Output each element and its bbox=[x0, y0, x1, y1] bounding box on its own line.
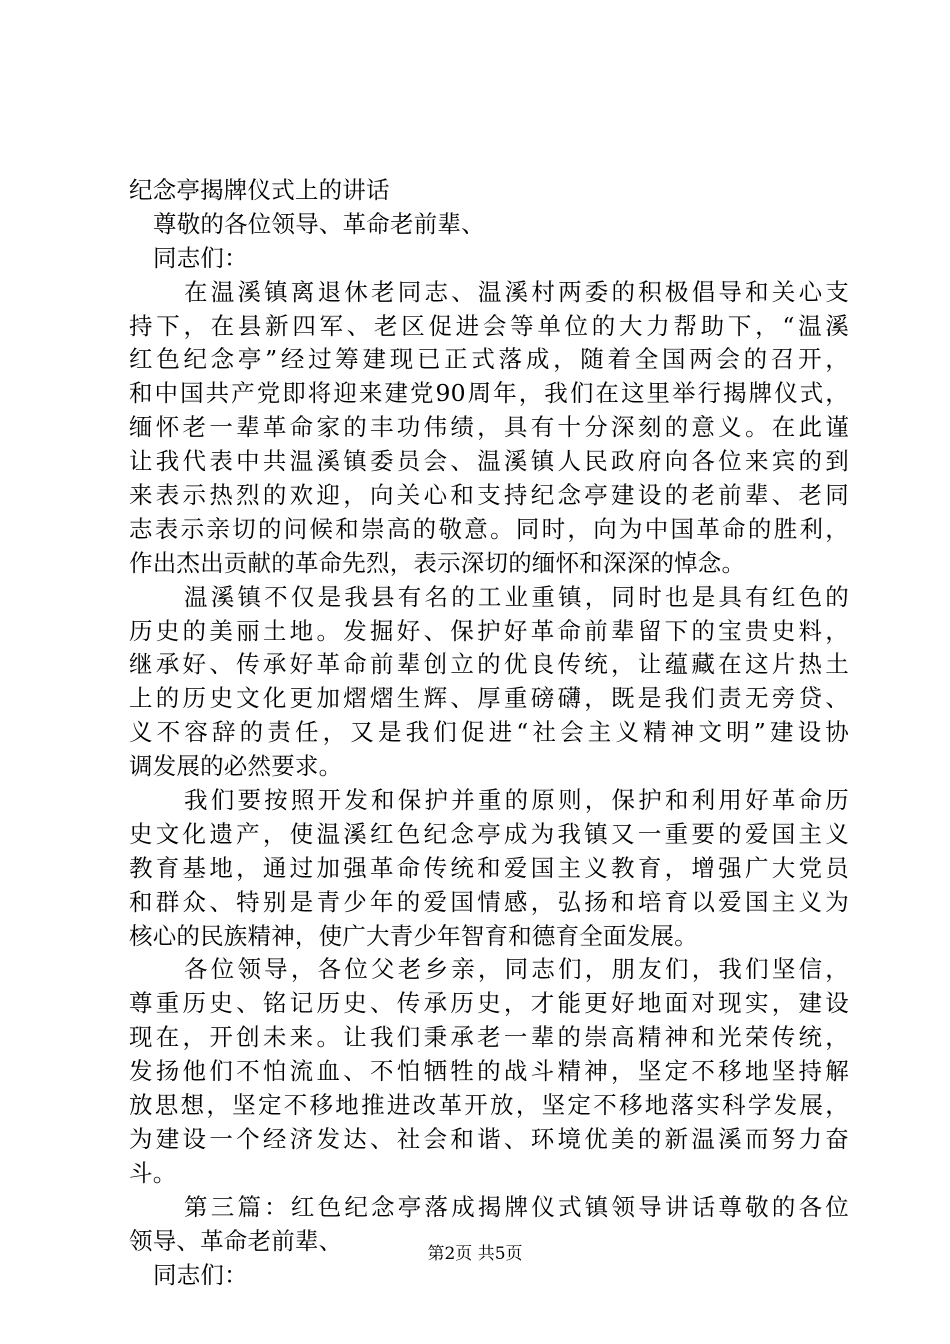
paragraph-line: 尊重历史、铭记历史、传承历史，才能更好地面对现实，建设 bbox=[129, 989, 849, 1018]
paragraph-line: 缅怀老一辈革命家的丰功伟绩，具有十分深刻的意义。在此谨 bbox=[129, 413, 849, 442]
paragraph-line: 斗。 bbox=[129, 1158, 177, 1187]
paragraph-line: 和群众、特别是青少年的爱国情感，弘扬和培育以爱国主义为 bbox=[129, 887, 849, 916]
paragraph-line: 志表示亲切的问候和崇高的敬意。同时，向为中国革命的胜利， bbox=[129, 514, 849, 543]
document-body bbox=[129, 174, 849, 1292]
paragraph-3 bbox=[129, 784, 849, 953]
paragraph-line: 发扬他们不怕流血、不怕牺牲的战斗精神，坚定不移地坚持解 bbox=[129, 1057, 849, 1086]
paragraph-line: 各位领导，各位父老乡亲，同志们，朋友们，我们坚信， bbox=[184, 955, 849, 984]
paragraph-line: 继承好、传承好革命前辈创立的优良传统，让蕴藏在这片热土 bbox=[129, 650, 849, 679]
paragraph-line: 在温溪镇离退休老同志、温溪村两委的积极倡导和关心支 bbox=[184, 277, 849, 306]
salutation-line-2: 同志们： bbox=[153, 243, 248, 272]
paragraph-line: 我们要按照开发和保护并重的原则，保护和利用好革命历 bbox=[184, 786, 849, 815]
paragraph-line: 第三篇：红色纪念亭落成揭牌仪式镇领导讲话尊敬的各位 bbox=[184, 1192, 849, 1221]
paragraph-line: 调发展的必然要求。 bbox=[129, 752, 343, 781]
paragraph-4 bbox=[129, 953, 849, 1190]
paragraph-2 bbox=[129, 581, 849, 784]
page-number-label: 第2页 共5页 bbox=[427, 1244, 523, 1264]
closing-salutation-line: 同志们： bbox=[153, 1260, 248, 1289]
paragraph-line: 来表示热烈的欢迎，向关心和支持纪念亭建设的老前辈、老同 bbox=[129, 481, 849, 510]
paragraph-line: 让我代表中共温溪镇委员会、温溪镇人民政府向各位来宾的到 bbox=[129, 447, 849, 476]
paragraph-line: 红色纪念亭”经过筹建现已正式落成，随着全国两会的召开， bbox=[129, 345, 849, 374]
page-footer bbox=[0, 1244, 950, 1264]
paragraph-line: 放思想，坚定不移地推进改革开放，坚定不移地落实科学发展， bbox=[129, 1091, 849, 1120]
salutation-line-1: 尊敬的各位领导、革命老前辈、 bbox=[153, 209, 485, 238]
paragraph-line: 现在，开创未来。让我们秉承老一辈的崇高精神和光荣传统， bbox=[129, 1023, 849, 1052]
paragraph-1 bbox=[129, 276, 849, 581]
paragraph-line: 核心的民族精神，使广大青少年智育和德育全面发展。 bbox=[129, 921, 698, 950]
document-title-line: 纪念亭揭牌仪式上的讲话 bbox=[129, 176, 390, 204]
paragraph-line: 温溪镇不仅是我县有名的工业重镇，同时也是具有红色的 bbox=[184, 582, 849, 611]
paragraph-line: 历史的美丽土地。发掘好、保护好革命前辈留下的宝贵史料， bbox=[129, 616, 849, 645]
paragraph-line: 上的历史文化更加熠熠生辉、厚重磅礴，既是我们责无旁贷、 bbox=[129, 684, 849, 713]
paragraph-line: 史文化遗产，使温溪红色纪念亭成为我镇又一重要的爱国主义 bbox=[129, 819, 849, 848]
paragraph-line: 领导、革命老前辈、 bbox=[129, 1226, 343, 1255]
paragraph-line: 义不容辞的责任，又是我们促进“社会主义精神文明”建设协 bbox=[129, 718, 849, 747]
paragraph-line: 教育基地，通过加强革命传统和爱国主义教育，增强广大党员 bbox=[129, 853, 849, 882]
paragraph-line: 持下，在县新四军、老区促进会等单位的大力帮助下，“温溪 bbox=[129, 311, 849, 340]
paragraph-line: 作出杰出贡献的革命先烈，表示深切的缅怀和深深的悼念。 bbox=[129, 548, 746, 577]
paragraph-line: 和中国共产党即将迎来建党90周年，我们在这里举行揭牌仪式， bbox=[129, 379, 849, 408]
paragraph-line: 为建设一个经济发达、社会和谐、环境优美的新温溪而努力奋 bbox=[129, 1124, 849, 1153]
